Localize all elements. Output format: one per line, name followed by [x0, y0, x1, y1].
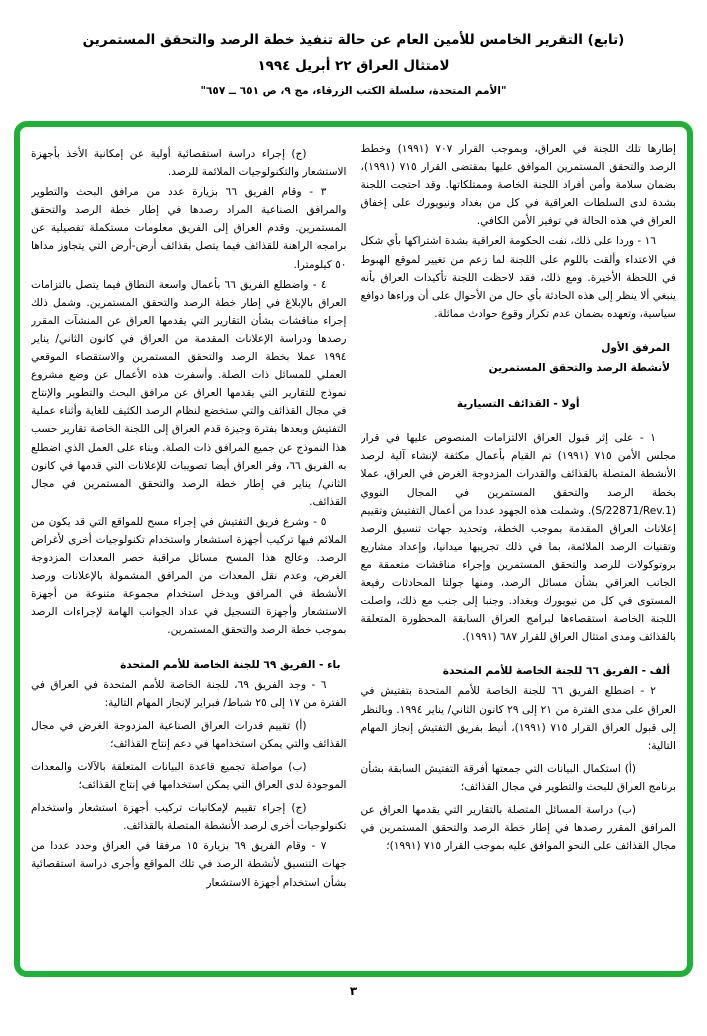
report-title-line2: لامتثال العراق ٢٢ أبريل ١٩٩٤ — [257, 58, 450, 75]
green-border-frame — [14, 121, 693, 977]
section-heading: لأنشطة الرصد والتحقق المستمرين — [488, 362, 670, 375]
section-heading: ألف - الفريق ٦٦ للجنة الخاصة للأمم المتحدة — [442, 665, 670, 678]
report-title-line1: (تابع) التقرير الخامس للأمين العام عن حالة تنفيذ خطة الرصد والتحقق المستمرين — [82, 32, 625, 48]
paragraph: ٦ - وجد الفريق ٦٩، للجنة الخاصة للأمم المتحدة في العراق في الفترة من ١٧ إلى ٢٥ شباط/ فبراير لإنجاز المهام التالية: — [31, 678, 347, 709]
section-heading: أولا - القذائف التسيارية — [456, 398, 580, 411]
column-right — [361, 140, 677, 963]
paragraph: (ج) إجراء تقييم لإمكانيات تركيب أجهزة استشعار واستخدام تكنولوجيات أخرى لرصد الأنشطة المتصلة بالقذائف. — [31, 802, 347, 833]
paragraph: ٥ - وشرع فريق التفتيش في إجراء مسح للمواقع التي قد يكون من الملائم فيها تركيب أجهزة استشعار واستخدام تكنولوجيات أخرى لأغراض الرصد. وعالج هذا المسح مسائل مراقبة حصر المعدات المزدوجة الغرض، وعدم نقل المعدات من المرافق المشمولة بالإعلانات ورصد الأنشطة في المرافق ويدخل استخدام مجموعة متنوعة من أجهزة الاستشعار وأجهزة التسجيل في عداد الجوانب الهامة لإجراءات الرصد بموجب خطة الرصد والتحقق المستمرين. — [31, 515, 347, 637]
section-heading: المرفق الأول — [601, 341, 670, 354]
paragraph: ١٦ - وردا على ذلك، نفت الحكومة العراقية بشدة اشتراكها بأي شكل في الاعتداء وألقت باللوم على اللجنة لما زعم من تغيير لموقع الهبوط في اللحظة الأخيرة. ومع ذلك، فقد لاحظت اللجنة تأكيدات العراق بأنه ينبغي ألا ينظر إلى هذه الحادثة بأي حال من الأحوال على أن وراءها دوافع سياسية، وتعهده بضمان عدم تكرار وقوع حوادث مماثلة. — [360, 235, 676, 320]
paragraph: (أ) استكمال البيانات التي جمعتها أفرقة التفتيش السابقة بشأن برنامج العراق للبحث والتطوير في مجال القذائف؛ — [360, 762, 676, 793]
paragraph: ٧ - وقام الفريق ٦٩ بزيارة ١٥ مرفقا في العراق وحدد عددا من جهات التنسيق لأنشطة الرصد في تلك المواقع وأجرى دراسة استقصائية بشأن استخدام أجهزة الاستشعار — [31, 840, 347, 889]
paragraph: (ب) مواصلة تجميع قاعدة البيانات المتعلقة بالآلات والمعدات الموجودة لدى العراق التي يمكن استخدامها في إنتاج القذائف؛ — [31, 761, 347, 792]
source-citation: "الأمم المتحدة، سلسلة الكتب الزرقاء، مج ٩، ص ٦٥١ ــ ٦٥٧" — [200, 85, 507, 98]
paragraph: (ج) إجراء دراسة استقصائية أولية عن إمكانية الأخذ بأجهزة الاستشعار والتكنولوجيات الملائمة للرصد. — [31, 148, 347, 179]
paragraph: (أ) تقييم قدرات العراق الصناعية المزدوجة الغرض في مجال القذائف والتي يمكن استخدامها في دعم إنتاج القذائف؛ — [31, 719, 347, 750]
paragraph: إطارها تلك اللجنة في العراق، وبموجب القرار ٧٠٧ (١٩٩١) وخطط الرصد والتحقق المستمرين الموافق عليها بمقتضى القرار ٧١٥ (١٩٩١)، بضمان سلامة وأمن أفراد اللجنة الخاصة وممتلكاتها. وقد احتجت اللجنة بشدة لدى السلطات العراقية في كل من بغداد ونيويورك على إخفاق العراق في هذه الحالة في توفير الأمن الكافي. — [360, 143, 676, 228]
section-heading: باء - الفريق ٦٩ للجنة الخاصة للأمم المتحدة — [120, 658, 341, 671]
paragraph: ٢ - اضطلع الفريق ٦٦ للجنة الخاصة للأمم المتحدة بتفتيش في العراق على مدى الفترة من ٢١ إلى ٢٩ كانون الثاني/ يناير ١٩٩٤. وبالنظر إلى قبول العراق القرار ٧١٥ (١٩٩١)، أنيط بفريق التفتيش إنجاز المهام التالية: — [360, 685, 676, 752]
paragraph: ٣ - وقام الفريق ٦٦ بزيارة عدد من مرافق البحث والتطوير والمرافق الصناعية المراد رصدها في إطار خطة الرصد والتحقق المستمرين. وقدم العراق إلى الفريق معلومات مستكملة تفصيلية عن برامجه الراهنة للقذائف فيما يتصل بقذائف أرض-أرض التي يتجاوز مداها ٥٠ كيلومترا. — [31, 186, 347, 271]
page-number: ٣ — [349, 984, 358, 998]
paragraph: ١ - على إثر قبول العراق الالتزامات المنصوص عليها في قرار مجلس الأمن ٧١٥ (١٩٩١) تم القيام بأعمال مكثفة لإنشاء آلية لرصد الأنشطة المتصلة بالقذائف والقدرات المزدوجة الغرض في العراق، عملا بخطة الرصد والتحقق المستمرين في المجال النووي (S/22871/Rev.1). وشملت هذه الجهود عددا من أعمال التفتيش وتقييم إعلانات العراق المقدمة بموجب الخطة، وتحديد جهات تنسيق الرصد وتقنيات الرصد الملائمة، بما في ذلك تجريبها ميدانيا، وإعداد مشاريع بروتوكولات للرصد والتحقق المستمرين وإجراء مناقشات متعمقة مع الجانب العراقي بشأن مسائل الرصد، ومنها جولتا المحادثات رفيعة المستوى في كل من نيويورك وبغداد. وجنبا إلى جنب مع ذلك، واصلت اللجنة الخاصة استقصاءها لبرامج العراق السابقة المحظورة المتعلقة بالقذائف ومدى امتثال العراق للقرار ٦٨٧ (١٩٩١). — [360, 432, 676, 644]
document-header — [0, 30, 707, 97]
paragraph: ٤ - واضطلع الفريق ٦٦ بأعمال واسعة النطاق فيما يتصل بالتزامات العراق بالإبلاغ في إطار خطة الرصد والتحقق المستمرين. وشمل ذلك إجراء مناقشات بشأن التقارير التي يقدمها العراق عن المنشآت المقرر رصدها ودراسة الإعلانات المقدمة من العراق في كانون الثاني/ يناير ١٩٩٤ عملا بخطة الرصد والتحقق المستمرين والاستقصاء الموقعي العملي للمسائل ذات الصلة. وأسفرت هذه الأعمال عن وضع مشروع نموذج للتقارير التي يقدمها العراق عن مرافق البحث والتطوير والإنتاج في مجال القذائف والتي ستخضع لنظام الرصد الكثيف للغاية وأثناء عملية التفتيش وبعدها بفترة وجيزة قدم العراق إلى اللجنة الخاصة تقارير حسب هذا النموذج عن جميع المرافق ذات الصلة. وبناء على العمل الذي اضطلع به الفريق ٦٦، وفر العراق أيضا تصويبات للإعلانات التي قدمها في كانون الثاني/ يناير في إطار خطة الرصد والتحقق المستمرين في مجال القذائف. — [31, 278, 347, 508]
column-left — [31, 140, 347, 963]
two-column-text — [31, 140, 676, 963]
paragraph: (ب) دراسة المسائل المتصلة بالتقارير التي يقدمها العراق عن المرافق المقرر رصدها في إطار خطة الرصد والتحقق المستمرين في مجال القذائف على النحو الموافق عليه بموجب القرار ٧١٥ (١٩٩١)؛ — [360, 804, 676, 853]
